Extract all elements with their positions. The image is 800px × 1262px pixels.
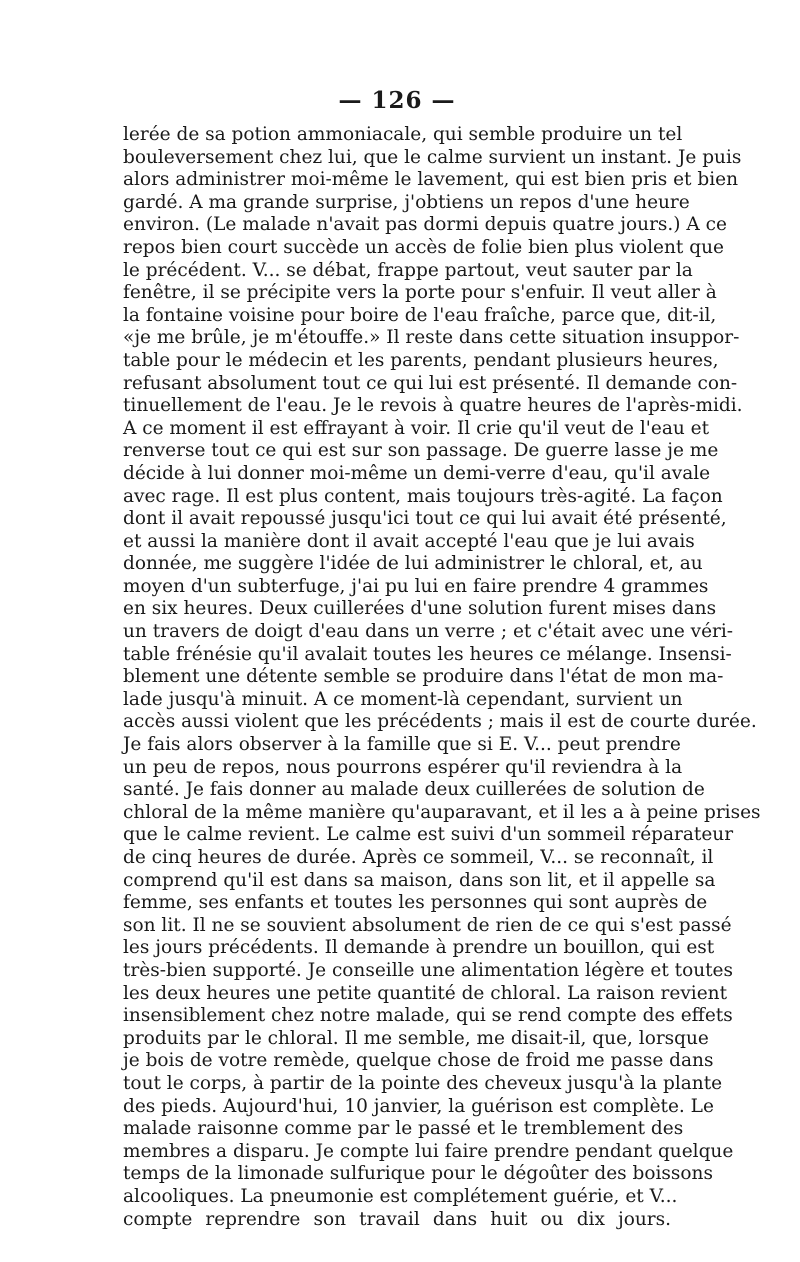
text-line: membres a disparu. Je compte lui faire prendre pendant quelque [123, 1140, 734, 1162]
text-line: moyen d'un subterfuge, j'ai pu lui en faire prendre 4 grammes [123, 575, 709, 597]
text-line: insensiblement chez notre malade, qui se rend compte des effets [123, 1005, 733, 1027]
text-line: femme, ses enfants et toutes les personnes qui sont auprès de [123, 892, 708, 914]
text-line: blement une détente semble se produire dans l'état de mon ma- [123, 666, 724, 688]
text-line: les jours précédents. Il demande à prendre un bouillon, qui est [123, 937, 715, 959]
text-line: fenêtre, il se précipite vers la porte pour s'enfuir. Il veut aller à [123, 282, 717, 304]
text-line: tinuellement de l'eau. Je le revois à quatre heures de l'après-midi. [123, 395, 743, 417]
text-line: repos bien court succède un accès de folie bien plus violent que [123, 236, 724, 258]
text-line: compte reprendre son travail dans huit ou dix jours. [123, 1208, 671, 1230]
text-line: malade raisonne comme par le passé et le tremblement des [123, 1118, 684, 1140]
text-line: produits par le chloral. Il me semble, me disait-il, que, lorsque [123, 1027, 709, 1049]
text-line: très-bien supporté. Je conseille une alimentation légère et toutes [123, 959, 734, 981]
text-line: le précédent. V... se débat, frappe partout, veut sauter par la [123, 259, 693, 281]
text-line: lerée de sa potion ammoniacale, qui semble produire un tel [123, 124, 683, 145]
text-line: un travers de doigt d'eau dans un verre ; et c'était avec une véri- [123, 621, 734, 643]
text-line: «je me brûle, je m'étouffe.» Il reste dans cette situation insuppor- [123, 327, 740, 349]
text-line: de cinq heures de durée. Après ce sommeil, V... se reconnaît, il [123, 847, 714, 868]
text-line: environ. (Le malade n'avait pas dormi depuis quatre jours.) A ce [123, 214, 727, 236]
text-line: que le calme revient. Le calme est suivi d'un sommeil réparateur [123, 824, 734, 846]
text-line: alors administrer moi-même le lavement, qui est bien pris et bien [123, 169, 738, 191]
page-number: — 126 — [338, 87, 456, 114]
text-line: avec rage. Il est plus content, mais toujours très-agité. La façon [123, 485, 723, 507]
text-line: Je fais alors observer à la famille que si E. V... peut prendre [123, 734, 681, 756]
book-page [123, 86, 761, 1254]
text-line: lade jusqu'à minuit. A ce moment-là cependant, survient un [123, 688, 683, 710]
text-line: chloral de la même manière qu'auparavant, et il les a à peine prises [123, 801, 761, 823]
text-line: un peu de repos, nous pourrons espérer qu'il reviendra à la [123, 756, 683, 778]
text-line: les deux heures une petite quantité de chloral. La raison revient [123, 982, 728, 1004]
text-line: temps de la limonade sulfurique pour le dégoûter des boissons [123, 1163, 713, 1185]
text-line: A ce moment il est effrayant à voir. Il crie qu'il veut de l'eau et [123, 417, 710, 439]
text-line: dont il avait repoussé jusqu'ici tout ce qui lui avait été présenté, [123, 508, 727, 530]
body-text [123, 124, 761, 1254]
text-line [123, 1231, 671, 1254]
text-line: accès aussi violent que les précédents ; mais il est de courte durée. [123, 711, 757, 733]
text-line: table frénésie qu'il avalait toutes les heures ce mélange. Insensi- [123, 643, 732, 665]
text-line: santé. Je fais donner au malade deux cuillerées de solution de [123, 779, 705, 801]
text-line: tout le corps, à partir de la pointe des cheveux jusqu'à la plante [123, 1072, 723, 1094]
text-line: alcooliques. La pneumonie est complétement guérie, et V... [123, 1185, 678, 1207]
text-line: décide à lui donner moi-même un demi-verre d'eau, qu'il avale [123, 462, 711, 484]
text-line: la fontaine voisine pour boire de l'eau fraîche, parce que, dit-il, [123, 304, 717, 326]
text-line: je bois de votre remède, quelque chose de froid me passe dans [123, 1050, 714, 1072]
text-line: bouleversement chez lui, que le calme survient un instant. Je puis [123, 146, 742, 168]
text-line: des pieds. Aujourd'hui, 10 janvier, la guérison est complète. Le [123, 1095, 714, 1117]
text-line: et aussi la manière dont il avait accepté l'eau que je lui avais [123, 530, 695, 552]
text-line: donnée, me suggère l'idée de lui administrer le chloral, et, au [123, 553, 703, 575]
text-line: gardé. A ma grande surprise, j'obtiens un repos d'une heure [123, 191, 690, 213]
text-line: son lit. Il ne se souvient absolument de rien de ce qui s'est passé [123, 914, 732, 936]
text-line: table pour le médecin et les parents, pendant plusieurs heures, [123, 349, 719, 371]
text-line: en six heures. Deux cuillerées d'une solution furent mises dans [123, 598, 717, 620]
text-line: comprend qu'il est dans sa maison, dans son lit, et il appelle sa [123, 869, 716, 891]
text-line: renverse tout ce qui est sur son passage. De guerre lasse je me [123, 440, 719, 462]
text-line: refusant absolument tout ce qui lui est présenté. Il demande con- [123, 372, 738, 394]
